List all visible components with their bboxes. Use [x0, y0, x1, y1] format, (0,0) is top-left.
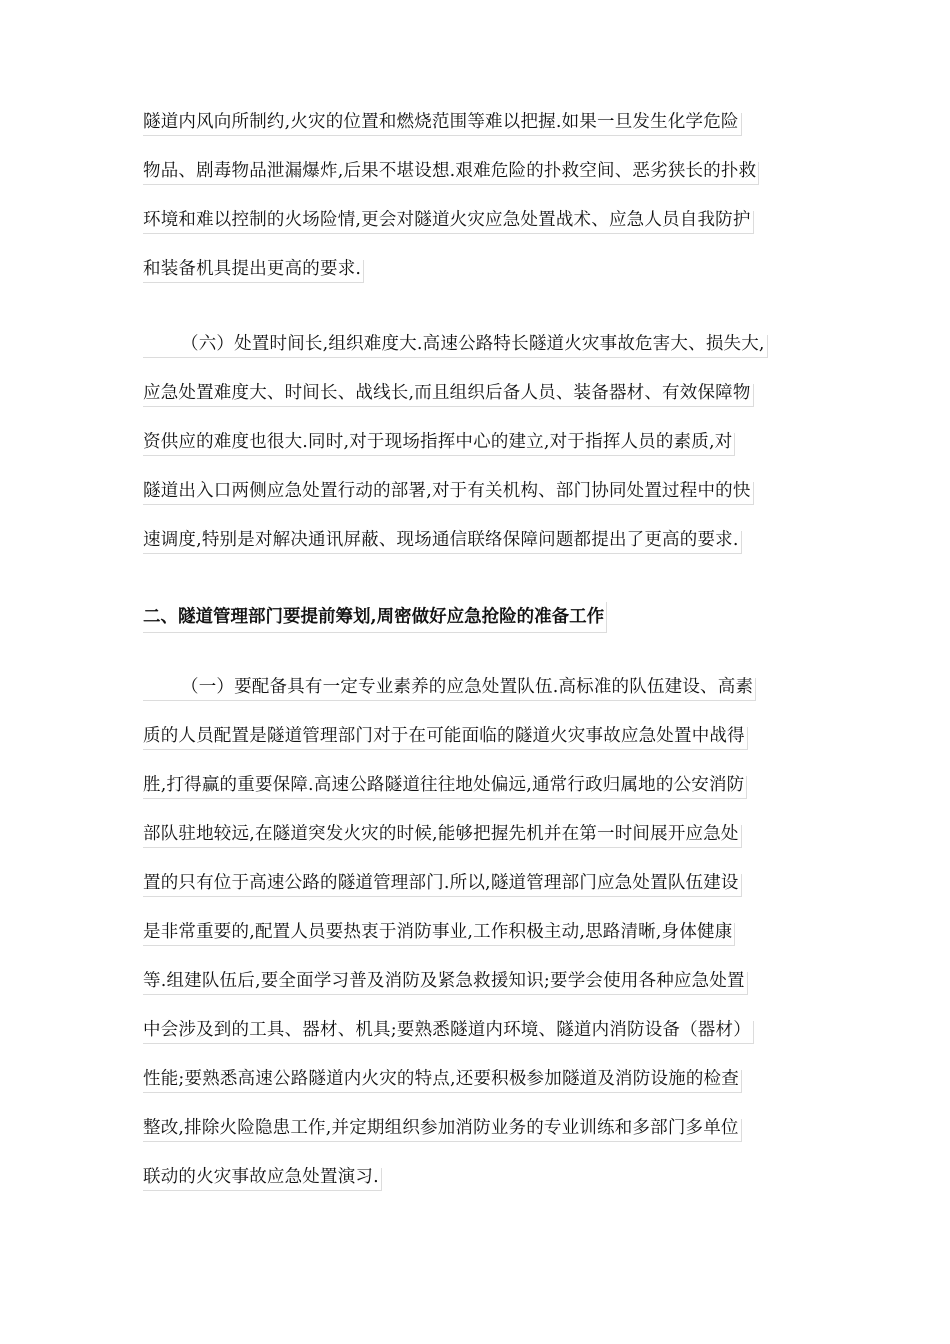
text-line: 隧道内风向所制约,火灾的位置和燃烧范围等难以把握.如果一旦发生化学危险 [143, 100, 808, 149]
text-line: 是非常重要的,配置人员要热衷于消防事业,工作积极主动,思路清晰,身体健康 [143, 910, 808, 959]
text-line: 部队驻地较远,在隧道突发火灾的时候,能够把握先机并在第一时间展开应急处 [143, 812, 808, 861]
text-line: 速调度,特别是对解决通讯屏蔽、现场通信联络保障问题都提出了更高的要求. [143, 518, 808, 567]
text-line: （一）要配备具有一定专业素养的应急处置队伍.高标准的队伍建设、高素 [143, 665, 808, 714]
text-line: 置的只有位于高速公路的隧道管理部门.所以,隧道管理部门应急处置队伍建设 [143, 861, 808, 910]
paragraph-3 [143, 665, 808, 1204]
section-heading: 二、隧道管理部门要提前筹划,周密做好应急抢险的准备工作 [143, 593, 607, 642]
text-line: 胜,打得赢的重要保障.高速公路隧道往往地处偏远,通常行政归属地的公安消防 [143, 763, 808, 812]
text-line: 等.组建队伍后,要全面学习普及消防及紧急救援知识;要学会使用各种应急处置 [143, 959, 808, 1008]
text-line: 质的人员配置是隧道管理部门对于在可能面临的隧道火灾事故应急处置中战得 [143, 714, 808, 763]
paragraph-2 [143, 322, 808, 567]
text-line: 联动的火灾事故应急处置演习. [143, 1155, 808, 1204]
text-line: 和装备机具提出更高的要求. [143, 247, 808, 296]
text-line: 中会涉及到的工具、器材、机具;要熟悉隧道内环境、隧道内消防设备（器材） [143, 1008, 808, 1057]
text-line: 应急处置难度大、时间长、战线长,而且组织后备人员、装备器材、有效保障物 [143, 371, 808, 420]
text-line: 整改,排除火险隐患工作,并定期组织参加消防业务的专业训练和多部门多单位 [143, 1106, 808, 1155]
text-line: 隧道出入口两侧应急处置行动的部署,对于有关机构、部门协同处置过程中的快 [143, 469, 808, 518]
paragraph-1 [143, 100, 808, 296]
text-line: （六）处置时间长,组织难度大.高速公路特长隧道火灾事故危害大、损失大, [143, 322, 808, 371]
text-line: 物品、剧毒物品泄漏爆炸,后果不堪设想.艰难危险的扑救空间、恶劣狭长的扑救 [143, 149, 808, 198]
text-line: 资供应的难度也很大.同时,对于现场指挥中心的建立,对于指挥人员的素质,对 [143, 420, 808, 469]
text-line: 环境和难以控制的火场险情,更会对隧道火灾应急处置战术、应急人员自我防护 [143, 198, 808, 247]
text-line: 性能;要熟悉高速公路隧道内火灾的特点,还要积极参加隧道及消防设施的检查 [143, 1057, 808, 1106]
